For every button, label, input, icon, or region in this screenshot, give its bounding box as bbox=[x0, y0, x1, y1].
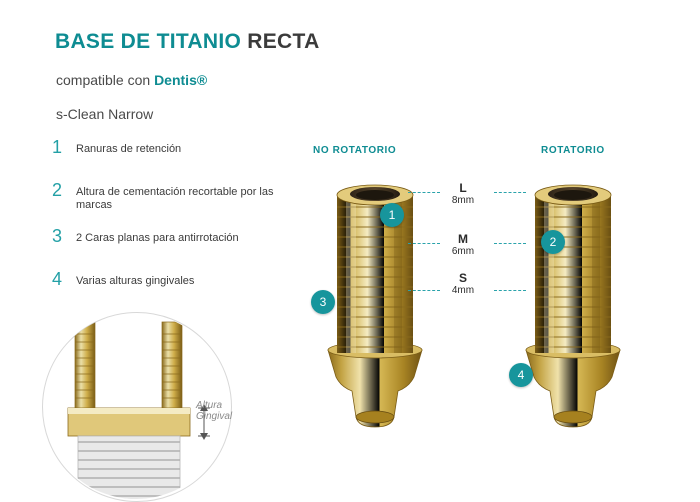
feature-number: 2 bbox=[52, 180, 63, 200]
size-letter: M bbox=[458, 232, 468, 246]
model-name: s-Clean Narrow bbox=[56, 106, 154, 122]
abutment-rotatory-image bbox=[508, 165, 638, 440]
badge-callout-4: 4 bbox=[509, 363, 533, 387]
size-mm: 8mm bbox=[451, 195, 475, 206]
size-label-s bbox=[443, 272, 483, 297]
feature-text: 2 Caras planas para antirrotación bbox=[76, 232, 239, 244]
feature-text: Varias alturas gingivales bbox=[76, 275, 195, 287]
compatibility-line bbox=[56, 72, 207, 88]
feature-text: Altura de cementación recortable por las marcas bbox=[76, 186, 274, 211]
size-dash-right-l bbox=[494, 192, 526, 193]
size-mm: 4mm bbox=[451, 285, 475, 296]
page-title-primary: BASE DE TITANIO bbox=[55, 30, 248, 53]
size-dash-left-l bbox=[408, 192, 440, 193]
column-caption-non-rotatory: NO ROTATORIO bbox=[313, 145, 397, 156]
feature-number: 4 bbox=[52, 269, 63, 289]
size-dash-left-m bbox=[408, 243, 440, 244]
badge-callout-1: 1 bbox=[380, 203, 404, 227]
list-item bbox=[52, 226, 292, 255]
feature-number: 3 bbox=[52, 226, 63, 246]
gingival-height-label bbox=[196, 400, 232, 422]
size-dash-right-s bbox=[494, 290, 526, 291]
feature-list bbox=[52, 137, 292, 315]
list-item bbox=[52, 137, 292, 166]
size-dash-left-s bbox=[408, 290, 440, 291]
list-item bbox=[52, 269, 292, 298]
badge-callout-3: 3 bbox=[311, 290, 335, 314]
compatibility-prefix: compatible con bbox=[56, 72, 155, 88]
badge-callout-2: 2 bbox=[541, 230, 565, 254]
feature-number: 1 bbox=[52, 137, 63, 157]
page-title-secondary: RECTA bbox=[247, 30, 320, 53]
feature-text: Ranuras de retención bbox=[76, 143, 182, 155]
size-letter: L bbox=[459, 181, 467, 195]
brand-name: Dentis® bbox=[154, 72, 208, 88]
size-mm: 6mm bbox=[451, 246, 475, 257]
size-label-m bbox=[443, 233, 483, 258]
gingival-height-label-line1: Altura bbox=[196, 400, 223, 411]
gingival-height-label-line2: Gingival bbox=[196, 411, 233, 422]
size-dash-right-m bbox=[494, 243, 526, 244]
size-letter: S bbox=[458, 271, 467, 285]
size-label-l bbox=[443, 182, 483, 207]
list-item bbox=[52, 180, 292, 212]
column-caption-rotatory: ROTATORIO bbox=[541, 145, 605, 156]
page-title bbox=[55, 30, 320, 54]
